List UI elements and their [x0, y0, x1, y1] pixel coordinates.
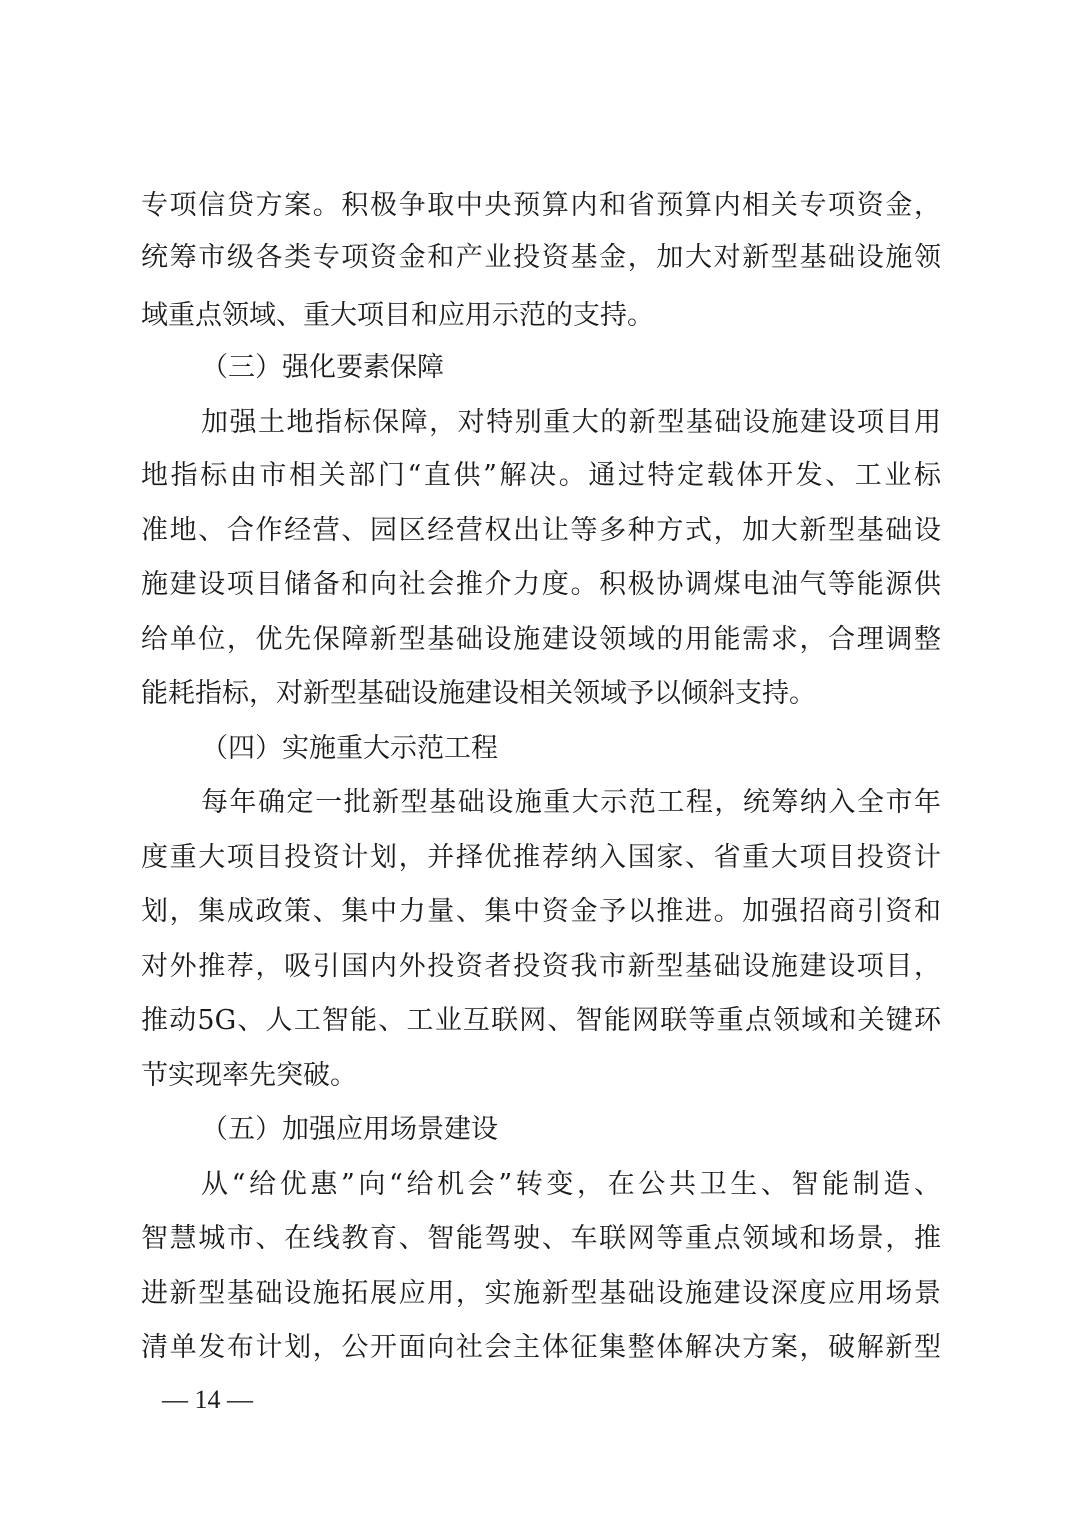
body-text-line: 域重点领域、重大项目和应用示范的支持。 [141, 300, 654, 331]
section-heading: （四）实施重大示范工程 [201, 733, 498, 764]
body-text-line: 度重大项目投资计划，并择优推荐纳入国家、省重大项目投资计 [141, 842, 941, 873]
body-text-line: 给单位，优先保障新型基础设施建设领域的用能需求，合理调整 [141, 624, 941, 655]
body-text-line: 节实现率先突破。 [141, 1060, 357, 1091]
body-text-line: 从“给优惠”向“给机会”转变，在公共卫生、智能制造、 [201, 1169, 941, 1200]
body-text-line: 推动5G、人工智能、工业互联网、智能网联等重点领域和关键环 [141, 1005, 941, 1036]
page-number: — 14 — [162, 1385, 253, 1414]
body-text-line: 施建设项目储备和向社会推介力度。积极协调煤电油气等能源供 [141, 569, 941, 600]
body-text-line: 划，集成政策、集中力量、集中资金予以推进。加强招商引资和 [141, 896, 941, 927]
body-text-line: 准地、合作经营、园区经营权出让等多种方式，加大新型基础设 [141, 515, 941, 546]
body-text-line: 统筹市级各类专项资金和产业投资基金，加大对新型基础设施领 [141, 242, 941, 273]
body-text-line: 清单发布计划，公开面向社会主体征集整体解决方案，破解新型 [141, 1332, 941, 1363]
body-text-line: 能耗指标，对新型基础设施建设相关领域予以倾斜支持。 [141, 678, 816, 709]
body-text-line: 每年确定一批新型基础设施重大示范工程，统筹纳入全市年 [201, 787, 941, 818]
body-text-line: 专项信贷方案。积极争取中央预算内和省预算内相关专项资金， [141, 190, 941, 221]
body-text-line: 加强土地指标保障，对特别重大的新型基础设施建设项目用 [201, 407, 941, 438]
body-text-line: 进新型基础设施拓展应用，实施新型基础设施建设深度应用场景 [141, 1278, 941, 1309]
section-heading: （五）加强应用场景建设 [201, 1114, 498, 1145]
body-text-line: 智慧城市、在线教育、智能驾驶、车联网等重点领域和场景，推 [141, 1223, 941, 1254]
body-text-line: 对外推荐，吸引国内外投资者投资我市新型基础设施建设项目， [141, 951, 941, 982]
body-text-line: 地指标由市相关部门“直供”解决。通过特定载体开发、工业标 [141, 460, 941, 491]
section-heading: （三）强化要素保障 [201, 352, 444, 383]
